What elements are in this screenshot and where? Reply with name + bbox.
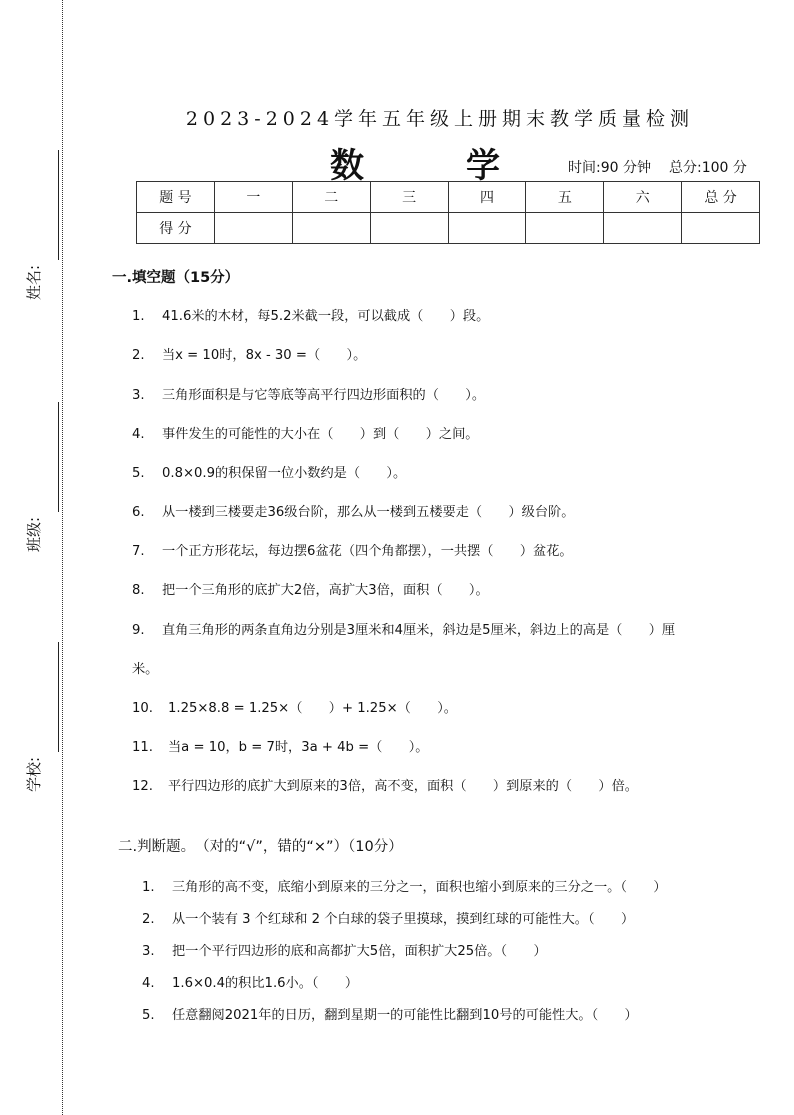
score-header-cell: 五 [526,182,604,213]
fill-question-5: 5. 0.8×0.9的积保留一位小数约是（ ）。 [132,466,407,481]
score-header-cell: 六 [604,182,682,213]
fill-question-9-cont: 米。 [132,662,159,677]
score-cell[interactable] [214,213,292,244]
subject-char-2: 学 [466,146,500,186]
exam-time: 时间:90 分钟 [568,160,651,176]
school-underline[interactable] [58,642,59,752]
class-field [14,402,74,552]
fill-question-6: 6. 从一楼到三楼要走36级台阶，那么从一楼到五楼要走（ ）级台阶。 [132,505,575,520]
score-header-cell: 二 [292,182,370,213]
fill-question-1: 1. 41.6米的木材，每5.2米截一段，可以截成（ ）段。 [132,309,490,324]
subject-title [330,138,500,187]
score-header-cell: 题 号 [137,182,215,213]
score-cell[interactable] [682,213,760,244]
score-header-cell: 一 [214,182,292,213]
fill-question-9: 9. 直角三角形的两条直角边分别是3厘米和4厘米，斜边是5厘米，斜边上的高是（ ）厘 [132,623,676,638]
subject-char-1: 数 [330,146,364,186]
school-field [14,642,74,792]
fill-question-11: 11. 当a = 10，b = 7时，3a + 4b =（ ）。 [132,740,429,755]
section1-title: 一.填空题（15分） [112,270,240,286]
fill-question-7: 7. 一个正方形花坛，每边摆6盆花（四个角都摆），一共摆（ ）盆花。 [132,544,573,559]
fill-question-4: 4. 事件发生的可能性的大小在（ ）到（ ）之间。 [132,427,479,442]
score-header-cell: 总 分 [682,182,760,213]
section2-title: 二.判断题。 （对的“√”，错的“×”）（10分） [118,839,403,855]
fill-question-3: 3. 三角形面积是与它等底等高平行四边形面积的（ ）。 [132,388,486,403]
judge-question-2: 2. 从一个装有 3 个红球和 2 个白球的袋子里摸球，摸到红球的可能性大。（ ） [142,912,635,927]
score-table-header-row [137,182,760,213]
name-field [14,150,74,300]
class-label: 班级: [25,516,43,552]
score-table [136,181,760,244]
judge-question-5: 5. 任意翻阅2021年的日历，翻到星期一的可能性比翻到10号的可能性大。（ ） [142,1008,638,1023]
score-cell[interactable] [292,213,370,244]
school-label: 学校: [25,756,43,792]
fill-question-10: 10. 1.25×8.8 = 1.25×（ ）+ 1.25×（ ）。 [132,701,457,716]
score-table-score-row [137,213,760,244]
score-cell[interactable] [604,213,682,244]
score-header-cell: 四 [448,182,526,213]
judge-question-1: 1. 三角形的高不变，底缩小到原来的三分之一，面积也缩小到原来的三分之一。（ ） [142,880,667,895]
score-cell[interactable] [448,213,526,244]
score-cell[interactable] [370,213,448,244]
fill-question-12: 12. 平行四边形的底扩大到原来的3倍，高不变，面积（ ）到原来的（ ）倍。 [132,779,638,794]
judge-question-3: 3. 把一个平行四边形的底和高都扩大5倍，面积扩大25倍。（ ） [142,944,547,959]
exam-total: 总分:100 分 [668,160,747,176]
exam-info [568,157,747,177]
judge-question-4: 4. 1.6×0.4的积比1.6小。（ ） [142,976,359,991]
score-row-label: 得 分 [137,213,215,244]
fill-question-2: 2. 当x = 10时，8x - 30 =（ ）。 [132,348,367,363]
score-header-cell: 三 [370,182,448,213]
class-underline[interactable] [58,402,59,512]
score-cell[interactable] [526,213,604,244]
name-label: 姓名: [25,264,43,300]
name-underline[interactable] [58,150,59,260]
fill-question-8: 8. 把一个三角形的底扩大2倍，高扩大3倍，面积（ ）。 [132,583,489,598]
exam-title: 2023-2024学年五年级上册期末教学质量检测 [185,108,695,130]
